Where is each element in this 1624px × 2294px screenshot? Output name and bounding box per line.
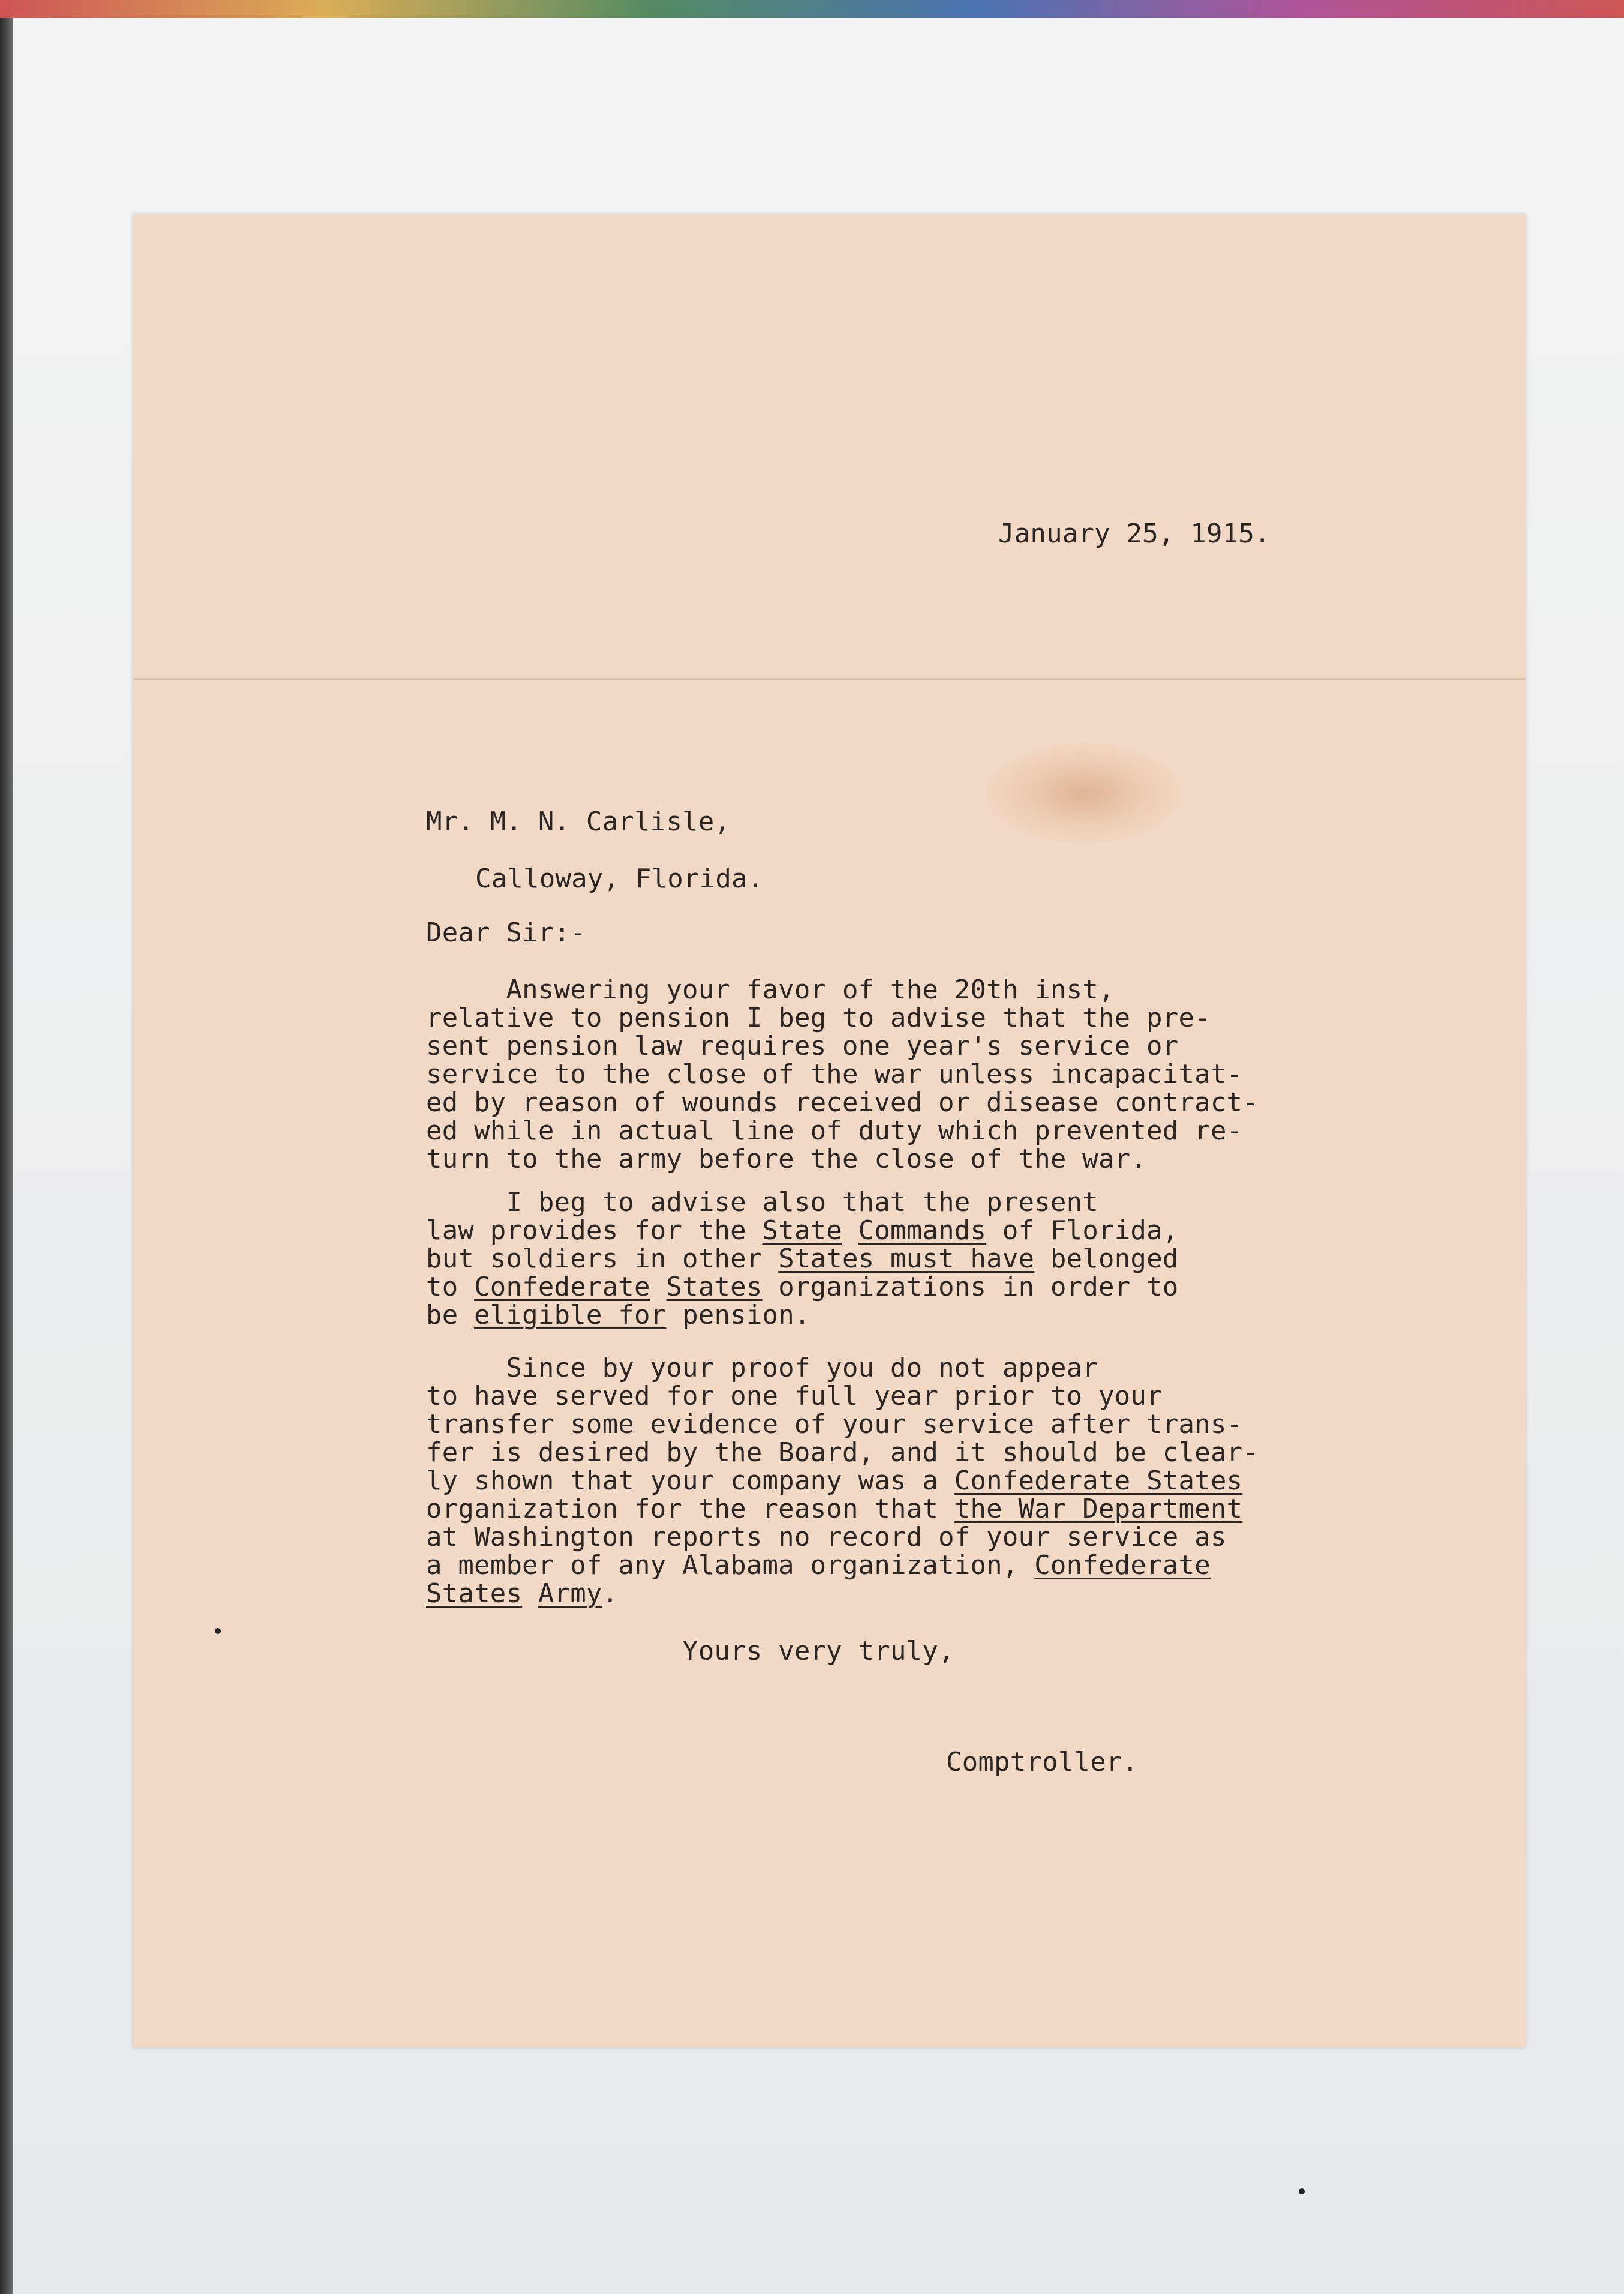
letter-date: January 25, 1915. (998, 518, 1271, 549)
closing: Yours very truly, (682, 1636, 954, 1666)
text-run (650, 1272, 667, 1302)
underlined-text: the War Department (954, 1494, 1243, 1524)
recipient-name: Mr. M. N. Carlisle, (426, 806, 731, 837)
underlined-text: State (762, 1215, 842, 1246)
paragraph-line (426, 1244, 1178, 1274)
salutation: Dear Sir:- (426, 917, 586, 948)
paragraph-line (426, 1466, 1242, 1496)
underlined-text: States (666, 1272, 763, 1302)
text-run (522, 1578, 538, 1609)
scan-speck (1299, 2188, 1305, 2194)
paragraph-line: at Washington reports no record of your service as (426, 1522, 1227, 1552)
paragraph-line: fer is desired by the Board, and it should be clear- (426, 1437, 1259, 1468)
text-run: ly shown that your company was a (426, 1465, 954, 1496)
text-run: belonged (1034, 1243, 1179, 1274)
underlined-text: States (426, 1578, 523, 1609)
paragraph-line (426, 1494, 1242, 1524)
paragraph-line: ed while in actual line of duty which prevented re- (426, 1115, 1243, 1146)
paragraph-line (426, 1216, 1178, 1246)
text-run: pension. (666, 1300, 811, 1330)
scan-speck (215, 1628, 221, 1634)
paragraph-line: I beg to advise also that the present (426, 1187, 1098, 1218)
text-run: but soldiers in other (426, 1243, 779, 1274)
text-run: law provides for the (426, 1215, 763, 1246)
paragraph-line: Answering your favor of the 20th inst, (426, 974, 1115, 1005)
underlined-text: Confederate (1034, 1550, 1211, 1581)
recipient-location: Calloway, Florida. (475, 863, 764, 894)
scanner-edge-shadow (0, 18, 13, 2294)
underlined-text: States must have (778, 1243, 1035, 1274)
underlined-text: Army (538, 1578, 602, 1609)
paragraph-line: service to the close of the war unless incapacitat- (426, 1059, 1243, 1090)
letter-page (133, 214, 1526, 2047)
text-run: . (602, 1578, 619, 1609)
text-run: organization for the reason that (426, 1494, 954, 1524)
text-run: organizations in order to (762, 1272, 1179, 1302)
paragraph-line (426, 1272, 1178, 1302)
text-run: be (426, 1300, 475, 1330)
paragraph-line: Since by your proof you do not appear (426, 1353, 1098, 1383)
signature-title: Comptroller. (946, 1747, 1139, 1777)
paragraph-line: relative to pension I beg to advise that the pre- (426, 1003, 1211, 1033)
paragraph-line (426, 1300, 811, 1330)
underlined-text: Commands (858, 1215, 987, 1246)
text-run (842, 1215, 858, 1246)
paragraph-line: transfer some evidence of your service after trans- (426, 1409, 1243, 1440)
text-run: to (426, 1272, 475, 1302)
underlined-text: Confederate (474, 1272, 650, 1302)
text-run: a member of any Alabama organization, (426, 1550, 1035, 1581)
scanner-color-strip (0, 0, 1624, 18)
paper-stain (985, 742, 1183, 844)
underlined-text: Confederate States (954, 1465, 1243, 1496)
paragraph-line (426, 1551, 1211, 1581)
paragraph-line: turn to the army before the close of the war. (426, 1144, 1147, 1174)
paragraph-line: sent pension law requires one year's service or (426, 1031, 1179, 1061)
paragraph-line (426, 1579, 618, 1609)
paragraph-line: ed by reason of wounds received or disease contract- (426, 1087, 1259, 1118)
text-run: of Florida, (986, 1215, 1179, 1246)
paper-fold-crease (133, 677, 1526, 681)
underlined-text: eligible for (474, 1300, 667, 1330)
paragraph-line: to have served for one full year prior to your (426, 1381, 1163, 1411)
